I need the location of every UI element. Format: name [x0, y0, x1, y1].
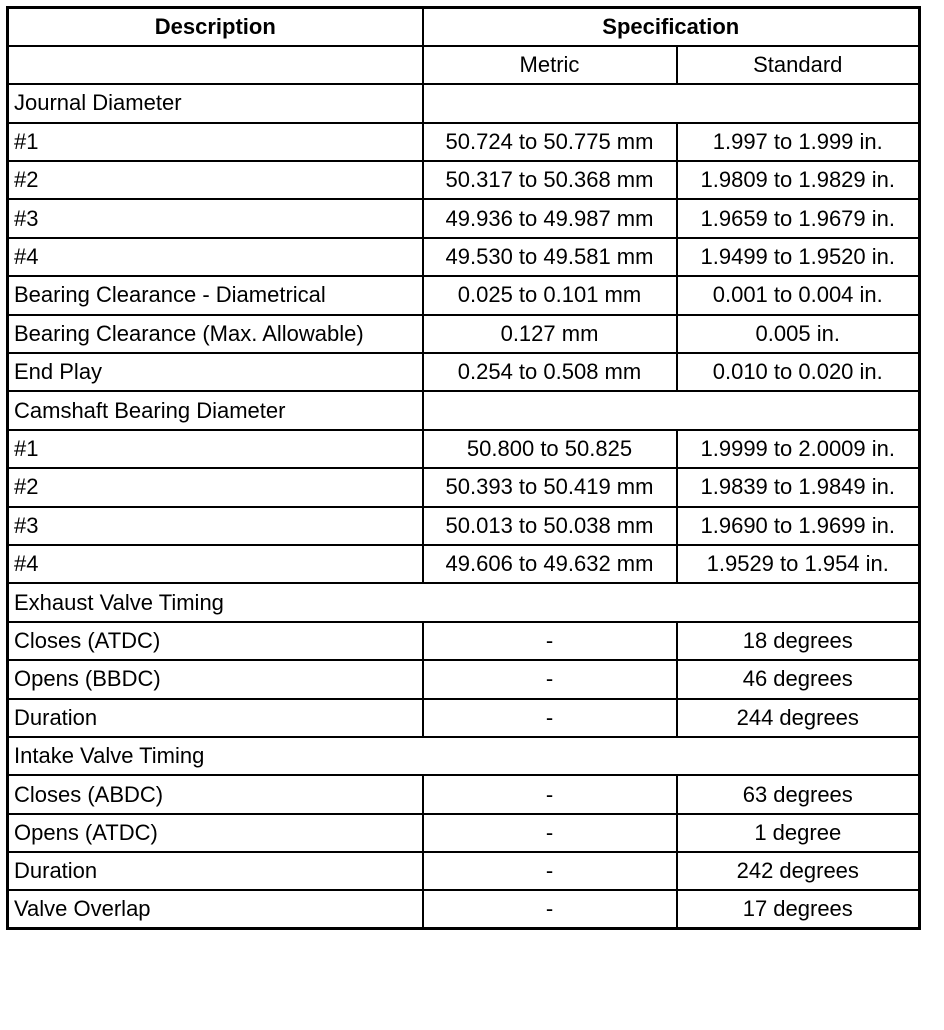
- section-empty-cell: [423, 84, 920, 122]
- row-metric-value: 50.317 to 50.368 mm: [423, 161, 677, 199]
- row-metric-value: 49.936 to 49.987 mm: [423, 199, 677, 237]
- row-standard-value: 0.005 in.: [677, 315, 920, 353]
- row-description: Valve Overlap: [8, 890, 423, 928]
- row-standard-value: 18 degrees: [677, 622, 920, 660]
- row-metric-value: 50.393 to 50.419 mm: [423, 468, 677, 506]
- row-standard-value: 46 degrees: [677, 660, 920, 698]
- section-row: [8, 583, 920, 621]
- table-row: [8, 890, 920, 928]
- row-description: Closes (ABDC): [8, 775, 423, 813]
- table-row: [8, 430, 920, 468]
- row-description: #3: [8, 199, 423, 237]
- row-standard-value: 1.9499 to 1.9520 in.: [677, 238, 920, 276]
- header-row: [8, 8, 920, 46]
- row-standard-value: 0.001 to 0.004 in.: [677, 276, 920, 314]
- table-row: [8, 276, 920, 314]
- row-description: Opens (ATDC): [8, 814, 423, 852]
- table-row: [8, 507, 920, 545]
- row-description: Bearing Clearance - Diametrical: [8, 276, 423, 314]
- row-description: Bearing Clearance (Max. Allowable): [8, 315, 423, 353]
- row-metric-value: 0.127 mm: [423, 315, 677, 353]
- row-metric-value: 50.013 to 50.038 mm: [423, 507, 677, 545]
- row-standard-value: 1.9839 to 1.9849 in.: [677, 468, 920, 506]
- row-standard-value: 1.997 to 1.999 in.: [677, 123, 920, 161]
- table-row: [8, 468, 920, 506]
- table-row: [8, 238, 920, 276]
- row-description: #4: [8, 238, 423, 276]
- row-metric-value: -: [423, 622, 677, 660]
- specification-table: [6, 6, 921, 930]
- table-row: [8, 622, 920, 660]
- subheader-row: [8, 46, 920, 84]
- row-description: Duration: [8, 699, 423, 737]
- row-metric-value: 0.025 to 0.101 mm: [423, 276, 677, 314]
- section-heading: Exhaust Valve Timing: [8, 583, 920, 621]
- table-row: [8, 699, 920, 737]
- section-row: [8, 84, 920, 122]
- row-standard-value: 1.9690 to 1.9699 in.: [677, 507, 920, 545]
- row-description: #1: [8, 123, 423, 161]
- table-row: [8, 199, 920, 237]
- section-heading: Camshaft Bearing Diameter: [8, 391, 423, 429]
- row-description: #1: [8, 430, 423, 468]
- description-header: Description: [8, 8, 423, 46]
- table-row: [8, 123, 920, 161]
- row-metric-value: -: [423, 775, 677, 813]
- row-metric-value: 0.254 to 0.508 mm: [423, 353, 677, 391]
- row-standard-value: 1.9659 to 1.9679 in.: [677, 199, 920, 237]
- row-metric-value: 50.724 to 50.775 mm: [423, 123, 677, 161]
- standard-header: Standard: [677, 46, 920, 84]
- row-standard-value: 63 degrees: [677, 775, 920, 813]
- row-standard-value: 1.9809 to 1.9829 in.: [677, 161, 920, 199]
- section-empty-cell: [423, 391, 920, 429]
- row-metric-value: -: [423, 852, 677, 890]
- row-description: Opens (BBDC): [8, 660, 423, 698]
- table-row: [8, 353, 920, 391]
- table-body: [8, 84, 920, 929]
- table-row: [8, 161, 920, 199]
- section-heading: Intake Valve Timing: [8, 737, 920, 775]
- table-row: [8, 852, 920, 890]
- row-description: #2: [8, 468, 423, 506]
- row-metric-value: -: [423, 699, 677, 737]
- row-description: #3: [8, 507, 423, 545]
- row-metric-value: 49.530 to 49.581 mm: [423, 238, 677, 276]
- row-metric-value: 50.800 to 50.825: [423, 430, 677, 468]
- row-description: Closes (ATDC): [8, 622, 423, 660]
- table-row: [8, 775, 920, 813]
- row-metric-value: -: [423, 890, 677, 928]
- row-description: #2: [8, 161, 423, 199]
- row-description: End Play: [8, 353, 423, 391]
- row-standard-value: 0.010 to 0.020 in.: [677, 353, 920, 391]
- section-row: [8, 737, 920, 775]
- metric-header: Metric: [423, 46, 677, 84]
- row-standard-value: 244 degrees: [677, 699, 920, 737]
- subheader-empty-cell: [8, 46, 423, 84]
- row-standard-value: 1 degree: [677, 814, 920, 852]
- table-row: [8, 660, 920, 698]
- row-description: Duration: [8, 852, 423, 890]
- specification-header: Specification: [423, 8, 920, 46]
- table-row: [8, 545, 920, 583]
- row-metric-value: -: [423, 660, 677, 698]
- table-row: [8, 814, 920, 852]
- row-metric-value: 49.606 to 49.632 mm: [423, 545, 677, 583]
- row-standard-value: 242 degrees: [677, 852, 920, 890]
- row-standard-value: 17 degrees: [677, 890, 920, 928]
- row-metric-value: -: [423, 814, 677, 852]
- table-row: [8, 315, 920, 353]
- section-row: [8, 391, 920, 429]
- row-standard-value: 1.9999 to 2.0009 in.: [677, 430, 920, 468]
- row-description: #4: [8, 545, 423, 583]
- row-standard-value: 1.9529 to 1.954 in.: [677, 545, 920, 583]
- section-heading: Journal Diameter: [8, 84, 423, 122]
